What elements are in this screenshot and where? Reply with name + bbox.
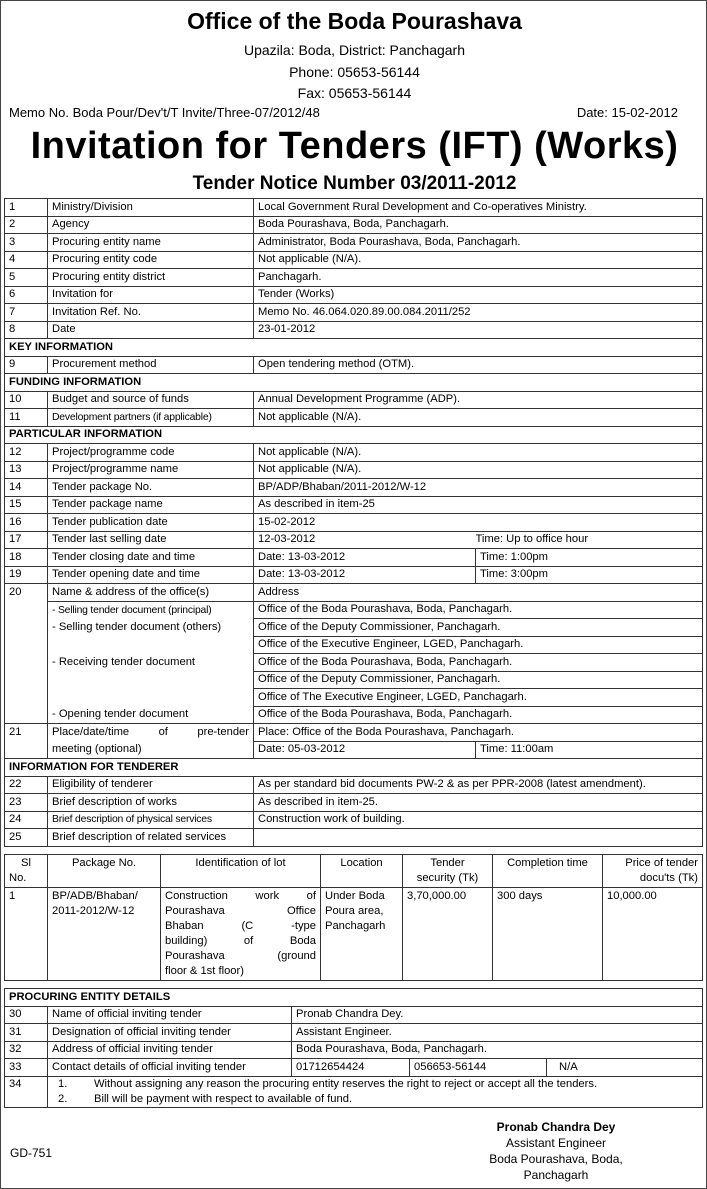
row-label: Ministry/Division — [48, 199, 254, 217]
section-heading-funding: FUNDING INFORMATION — [5, 374, 703, 392]
row-time: Time: 11:00am — [476, 741, 703, 759]
row-number: 2 — [5, 216, 48, 234]
row-number: 4 — [5, 251, 48, 269]
signatory-name: Pronab Chandra Dey — [496, 1120, 616, 1134]
table-row — [5, 549, 703, 567]
notes-cell — [48, 1076, 703, 1107]
row-value: Construction work of building. — [254, 811, 703, 829]
table-row — [5, 531, 703, 549]
row-value: Office of the Deputy Commissioner, Panchagarh. — [254, 671, 703, 689]
contact-phone: 01712654424 — [292, 1059, 410, 1077]
office-fax: Fax: 05653-56144 — [297, 85, 412, 101]
table-row — [5, 1006, 703, 1024]
row-number: 10 — [5, 391, 48, 409]
row-label: Name of official inviting tender — [48, 1006, 292, 1024]
row-label: Name & address of the office(s) — [48, 584, 254, 602]
table-row — [5, 1041, 703, 1059]
row-number: 8 — [5, 321, 48, 339]
row-value: Pronab Chandra Dey. — [292, 1006, 703, 1024]
table-row — [5, 619, 703, 637]
row-label: Tender closing date and time — [48, 549, 254, 567]
signatory-office: Boda Pourashava, Boda, Panchagarh — [489, 1152, 623, 1182]
row-number: 32 — [5, 1041, 48, 1059]
row-number: 3 — [5, 234, 48, 252]
table-row — [5, 286, 703, 304]
section-heading-procuring: PROCURING ENTITY DETAILS — [5, 989, 703, 1007]
row-number: 19 — [5, 566, 48, 584]
table-row — [5, 636, 703, 654]
row-number: 17 — [5, 531, 48, 549]
row-value: Not applicable (N/A). — [254, 251, 703, 269]
row-value: Boda Pourashava, Boda, Panchagarh. — [292, 1041, 703, 1059]
row-number: 33 — [5, 1059, 48, 1077]
row-label: Tender last selling date — [48, 531, 254, 549]
table-row — [5, 251, 703, 269]
row-time: Time: Up to office hour — [476, 531, 703, 549]
row-number: 34 — [5, 1076, 48, 1107]
row-value: Office of The Executive Engineer, LGED, Panchagarh. — [254, 689, 703, 707]
row-value: Memo No. 46.064.020.89.00.084.2011/252 — [254, 304, 703, 322]
row-value: Date: 13-03-2012 — [254, 549, 476, 567]
row-value: As per standard bid documents PW-2 & as per PPR-2008 (latest amendment). — [254, 776, 703, 794]
row-value: Panchagarh. — [254, 269, 703, 287]
lot-identification: Construction work of Pourashava Office Bhaban (C -type building) of Boda Pourashava (ground floor & 1st floor) — [161, 888, 321, 981]
table-row — [5, 1059, 703, 1077]
row-label: - Selling tender document (principal) — [48, 601, 254, 619]
row-value: Office of the Executive Engineer, LGED, Panchagarh. — [254, 636, 703, 654]
footer-code: GD-751 — [10, 1146, 53, 1160]
row-label: Budget and source of funds — [48, 391, 254, 409]
lot-row — [5, 888, 703, 981]
row-label: Procurement method — [48, 356, 254, 374]
office-title: Office of the Boda Pourashava — [187, 8, 522, 34]
row-value: Not applicable (N/A). — [254, 409, 703, 427]
header-security: Tender security (Tk) — [403, 855, 493, 888]
table-row — [5, 269, 703, 287]
table-row — [5, 601, 703, 619]
row-label: Project/programme code — [48, 444, 254, 462]
row-label: Tender package No. — [48, 479, 254, 497]
table-row — [5, 724, 703, 742]
section-row — [5, 759, 703, 777]
row-time: Time: 1:00pm — [476, 549, 703, 567]
row-label: - Opening tender document — [48, 706, 254, 724]
row-time: Time: 3:00pm — [476, 566, 703, 584]
table-row — [5, 234, 703, 252]
note-item: 2. Bill will be payment with respect to available of fund. — [58, 1092, 353, 1105]
row-label: Tender package name — [48, 496, 254, 514]
row-value: Address — [254, 584, 703, 602]
row-value: As described in item-25 — [254, 496, 703, 514]
row-label: Address of official inviting tender — [48, 1041, 292, 1059]
row-label: Agency — [48, 216, 254, 234]
row-value: Local Government Rural Development and Co-operatives Ministry. — [254, 199, 703, 217]
table-row — [5, 654, 703, 672]
row-number: 18 — [5, 549, 48, 567]
office-location: Upazila: Boda, District: Panchagarh — [244, 42, 465, 58]
row-value: Annual Development Programme (ADP). — [254, 391, 703, 409]
header-location: Location — [321, 855, 403, 888]
row-label: Development partners (if applicable) — [48, 409, 254, 427]
row-value: Administrator, Boda Pourashava, Boda, Panchagarh. — [254, 234, 703, 252]
row-value: Office of the Boda Pourashava, Boda, Panchagarh. — [254, 706, 703, 724]
row-label: Brief description of physical services — [48, 811, 254, 829]
row-label: Procuring entity district — [48, 269, 254, 287]
lot-security: 3,70,000.00 — [403, 888, 493, 981]
row-label: Designation of official inviting tender — [48, 1024, 292, 1042]
section-row — [5, 339, 703, 357]
row-label: Procuring entity code — [48, 251, 254, 269]
signatory-designation: Assistant Engineer — [505, 1136, 607, 1150]
table-row — [5, 829, 703, 847]
table-row — [5, 741, 703, 759]
row-label: Invitation Ref. No. — [48, 304, 254, 322]
row-value — [254, 829, 703, 847]
row-value: Not applicable (N/A). — [254, 461, 703, 479]
document-title: Invitation for Tenders (IFT) (Works) — [30, 125, 679, 167]
row-value: Office of the Boda Pourashava, Boda, Panchagarh. — [254, 654, 703, 672]
signature-block — [456, 1119, 656, 1183]
table-row — [5, 444, 703, 462]
table-row — [5, 794, 703, 812]
table-row — [5, 1024, 703, 1042]
table-row — [5, 496, 703, 514]
lot-sl: 1 — [5, 888, 48, 981]
contact-email: N/A — [547, 1059, 703, 1077]
note-item: 1. Without assigning any reason the procuring entity reserves the right to reject or accept all the tenders. — [58, 1077, 598, 1090]
row-value: Tender (Works) — [254, 286, 703, 304]
row-value: Date: 13-03-2012 — [254, 566, 476, 584]
row-label: Eligibility of tenderer — [48, 776, 254, 794]
row-number: 5 — [5, 269, 48, 287]
row-label: Contact details of official inviting tender — [48, 1059, 292, 1077]
table-row — [5, 356, 703, 374]
row-label: Brief description of related services — [48, 829, 254, 847]
lot-completion: 300 days — [493, 888, 603, 981]
section-row — [5, 374, 703, 392]
table-row — [5, 216, 703, 234]
row-number: 7 — [5, 304, 48, 322]
header-price: Price of tender docu'ts (Tk) — [603, 855, 703, 888]
lot-price: 10,000.00 — [603, 888, 703, 981]
row-value: As described in item-25. — [254, 794, 703, 812]
row-label: Procuring entity name — [48, 234, 254, 252]
row-number: 31 — [5, 1024, 48, 1042]
table-row — [5, 304, 703, 322]
table-row — [5, 514, 703, 532]
row-number: 15 — [5, 496, 48, 514]
row-label: Tender opening date and time — [48, 566, 254, 584]
office-phone: Phone: 05653-56144 — [289, 64, 420, 80]
memo-date: Date: 15-02-2012 — [576, 105, 678, 120]
memo-number: Memo No. Boda Pour/Dev't/T Invite/Three-07/2012/48 — [9, 105, 320, 120]
tender-info-table — [4, 198, 703, 847]
row-value: 15-02-2012 — [254, 514, 703, 532]
table-row — [5, 811, 703, 829]
table-row — [5, 706, 703, 724]
row-number: 13 — [5, 461, 48, 479]
table-row — [5, 671, 703, 689]
section-heading-tenderer: INFORMATION FOR TENDERER — [5, 759, 703, 777]
table-row — [5, 409, 703, 427]
lot-package: BP/ADB/Bhaban/ 2011-2012/W-12 — [48, 888, 161, 981]
header-lot: Identification of lot — [161, 855, 321, 888]
row-label: - Selling tender document (others) — [48, 619, 254, 637]
row-number: 24 — [5, 811, 48, 829]
row-number: 23 — [5, 794, 48, 812]
row-value: Assistant Engineer. — [292, 1024, 703, 1042]
tender-notice-number: Tender Notice Number 03/2011-2012 — [192, 173, 517, 194]
header-package: Package No. — [48, 855, 161, 888]
row-number: 22 — [5, 776, 48, 794]
row-number: 14 — [5, 479, 48, 497]
row-label: Tender publication date — [48, 514, 254, 532]
table-row — [5, 199, 703, 217]
table-row — [5, 391, 703, 409]
row-label: Invitation for — [48, 286, 254, 304]
section-heading-key: KEY INFORMATION — [5, 339, 703, 357]
row-value: Date: 05-03-2012 — [254, 741, 476, 759]
table-row — [5, 689, 703, 707]
lot-location: Under Boda Poura area, Panchagarh — [321, 888, 403, 981]
row-number: 11 — [5, 409, 48, 427]
row-label: Date — [48, 321, 254, 339]
table-row — [5, 461, 703, 479]
row-value: Not applicable (N/A). — [254, 444, 703, 462]
row-number: 1 — [5, 199, 48, 217]
row-number: 21 — [5, 724, 48, 742]
row-value: BP/ADP/Bhaban/2011-2012/W-12 — [254, 479, 703, 497]
row-label: - Receiving tender document — [48, 654, 254, 672]
table-row — [5, 776, 703, 794]
row-number: 9 — [5, 356, 48, 374]
row-label-continued: meeting (optional) — [48, 741, 254, 759]
row-number: 6 — [5, 286, 48, 304]
row-number: 12 — [5, 444, 48, 462]
table-row — [5, 321, 703, 339]
section-row — [5, 989, 703, 1007]
table-row — [5, 479, 703, 497]
lot-table — [4, 854, 703, 981]
section-heading-particular: PARTICULAR INFORMATION — [5, 426, 703, 444]
row-number: 20 — [5, 584, 48, 602]
row-number: 16 — [5, 514, 48, 532]
notes-row — [5, 1076, 703, 1107]
row-value: Open tendering method (OTM). — [254, 356, 703, 374]
header-sl: Sl No. — [5, 855, 48, 888]
table-row — [5, 566, 703, 584]
procuring-entity-table — [4, 988, 703, 1108]
row-number: 30 — [5, 1006, 48, 1024]
section-row — [5, 426, 703, 444]
row-value: 12-03-2012 — [254, 531, 476, 549]
header-completion: Completion time — [493, 855, 603, 888]
contact-fax: 056653-56144 — [410, 1059, 547, 1077]
row-label: Place/date/time of pre-tender — [48, 724, 254, 742]
row-label: Project/programme name — [48, 461, 254, 479]
row-number: 25 — [5, 829, 48, 847]
row-value: Place: Office of the Boda Pourashava, Panchagarh. — [254, 724, 703, 742]
row-value: Office of the Deputy Commissioner, Panchagarh. — [254, 619, 703, 637]
row-label: Brief description of works — [48, 794, 254, 812]
lot-header-row — [5, 855, 703, 888]
table-row — [5, 584, 703, 602]
row-value: Office of the Boda Pourashava, Boda, Panchagarh. — [254, 601, 703, 619]
row-value: Boda Pourashava, Boda, Panchagarh. — [254, 216, 703, 234]
row-value: 23-01-2012 — [254, 321, 703, 339]
